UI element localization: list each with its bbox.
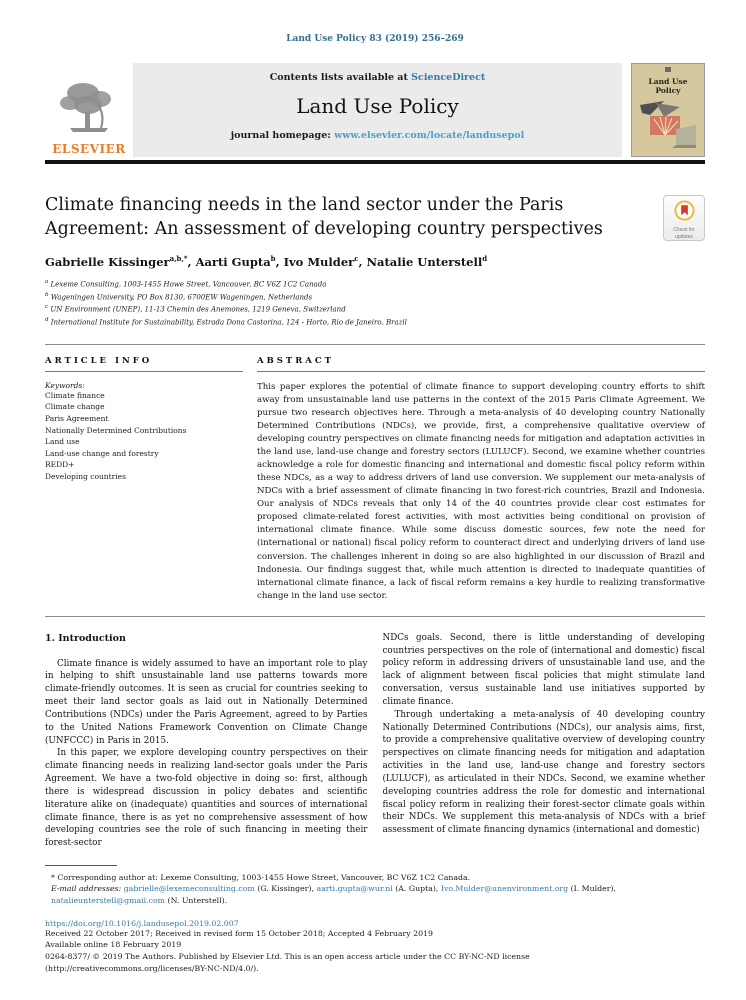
email-link[interactable]: Ivo.Mulder@unenvironment.org	[440, 884, 569, 894]
keyword: REDD+	[45, 460, 75, 470]
footer-block	[45, 865, 705, 974]
keyword: Developing countries	[45, 472, 126, 482]
journal-name: Land Use Policy	[296, 94, 459, 118]
authors-line	[45, 254, 705, 269]
cover-art-image	[638, 101, 698, 153]
journal-homepage-link[interactable]: www.elsevier.com/locate/landusepol	[334, 130, 525, 141]
banner-divider-rule	[45, 160, 705, 164]
article-info-heading: ARTICLE INFO	[45, 355, 153, 366]
contents-line	[133, 72, 622, 83]
elsevier-wordmark: ELSEVIER	[52, 142, 126, 156]
keyword: Climate change	[45, 402, 105, 412]
contents-prefix: Contents lists available at	[269, 72, 408, 83]
abstract-heading: ABSTRACT	[257, 355, 334, 366]
banner-center	[133, 63, 622, 157]
keyword: Land use	[45, 437, 80, 447]
copyright-line: 0264-8377/ © 2019 The Authors. Published by Elsevier Ltd. This is an open access article under the CC BY-NC-ND license	[45, 952, 530, 962]
intro-paragraph: NDCs goals. Second, there is little understanding of developing countries perspectives on the role of (international and domestic) fiscal policy reform in addressing drivers of unsustainable land use, and the lack of alignment between fiscal policies that might stimulate land conversation, versus sustainable land use initiatives supported by climate finance.	[382, 632, 705, 707]
doi-line	[45, 919, 705, 928]
cover-top-mark	[665, 67, 671, 72]
keyword: Nationally Determined Contributions	[45, 425, 187, 435]
license-line: (http://creativecommons.org/licenses/BY-NC-ND/4.0/).	[45, 963, 259, 973]
affiliation: $^a$ Lexeme Consulting, 1003-1455 Howe Street, Vancouver, BC V6Z 1C2 Canada	[45, 279, 327, 289]
email-addresses-line: E-mail addresses: gabrielle@lexemeconsulting.com (G. Kissinger), aarti.gupta@wur.nl (A. Gupta), Ivo.Mulder@unenvironment.org (I. Mulder), natalieunterstell@gmail.com (N. Unterstell).	[51, 884, 617, 906]
article-info-rule	[45, 371, 243, 372]
intro-paragraph: Climate finance is widely assumed to have an important role to play in helping to shift unsustainable land use patterns towards more climate-friendly outcomes. It is seen as crucial for countries seeking to meet their land sector goals as laid out in Nationally Determined Contributions (NDCs) under the Paris Agreement, agreed to by Parties to the United Nations Framework Convention on Climate Change (UNFCCC) in Paris in 2015.	[45, 658, 368, 746]
email-link[interactable]: natalieunterstell@gmail.com	[51, 896, 166, 906]
crossmark-icon	[674, 200, 695, 225]
journal-cover-thumbnail[interactable]	[631, 63, 705, 157]
info-abstract-section	[45, 345, 705, 603]
author: Gabrielle Kissinger$^{a,b,*}$	[45, 254, 188, 270]
elsevier-logo	[45, 63, 133, 157]
affiliation: $^b$ Wageningen University, PO Box 8130, 6700EW Wageningen, Netherlands	[45, 291, 313, 302]
corresponding-author-footnote: * Corresponding author at: Lexeme Consulting, 1003-1455 Howe Street, Vancouver, BC V6Z 1C2 Canada. E-mail addresses: gabrielle@lexemeconsulting.com (G. Kissinger), aarti.gupta@wur.nl (A. Gupta), Ivo.Mulder@unenvironment.org (I. Mulder), natalieunterstell@gmail.com (N. Unterstell).	[45, 872, 705, 907]
email-link[interactable]: aarti.gupta@wur.nl	[316, 884, 393, 894]
keyword: Land-use change and forestry	[45, 448, 159, 458]
keyword: Paris Agreement	[45, 413, 109, 423]
intro-right-column	[383, 632, 706, 850]
elsevier-tree-icon	[56, 79, 122, 141]
abstract-rule	[257, 371, 705, 372]
footnote-rule	[45, 865, 117, 866]
affiliation: $^d$ International Institute for Sustainability, Estrada Dona Castorina, 124 - Horto, Rio de Janeiro, Brazil	[45, 317, 407, 327]
keywords-label: Keywords:	[45, 380, 85, 390]
email-label: E-mail addresses:	[51, 884, 122, 894]
article-info-column	[45, 345, 243, 603]
intro-paragraph: Through undertaking a meta-analysis of 40 developing country Nationally Determined Contributions (NDCs), our analysis aims, first, to provide a comprehensive qualitative overview of developing country perspectives on climate financing needs for mitigation and adaptation activities in the land use, land-use change and forestry sectors (LULUCF), as articulated in their NDCs. Second, we examine whether developing countries address the role for domestic and international fiscal policy reform in realizing their forest-sector climate goals within their NDCs. We supplement this meta-analysis of NDCs with a brief assessment of climate financing dynamics (international and domestic)	[382, 709, 705, 836]
article-title: Climate financing needs in the land sector under the Paris Agreement: An assessment of developing country perspectives	[45, 195, 603, 240]
journal-reference-link[interactable]: Land Use Policy 83 (2019) 256–269	[286, 34, 464, 44]
abstract-bottom-rule	[45, 616, 705, 617]
check-for-updates-label: Check for updates	[673, 227, 695, 240]
intro-paragraph: In this paper, we explore developing country perspectives on their climate financing needs in realizing land-sector goals under the Paris Agreement. We have a two-fold objective in doing so: first, although there is widespread discussion in policy debates and scientific literature alike on (inadequate) quantities and sources of international climate finance, there is as yet no comprehensive assessment of how developing countries see the role of such financing in meeting their forest-sector	[45, 748, 368, 849]
introduction-section	[45, 632, 705, 850]
check-for-updates-badge[interactable]	[663, 195, 705, 241]
abstract-column	[243, 345, 705, 603]
affiliations-list	[45, 278, 705, 329]
sciencedirect-link[interactable]: ScienceDirect	[411, 72, 486, 83]
author: , Ivo Mulder$^c$	[275, 254, 359, 270]
available-online: Available online 18 February 2019	[45, 940, 182, 950]
email-link[interactable]: gabrielle@lexemeconsulting.com	[123, 884, 255, 894]
title-row	[45, 193, 705, 241]
abstract-text: This paper explores the potential of climate finance to support developing country efforts to shift away from unsustainable land use patterns in the context of the 2015 Paris Climate Agreement. We pursue two research objectives here. Through a meta-analysis of 40 developing country Nationally Determined Contributions (NDCs), we provide, first, a comprehensive qualitative overview of developing country perspectives on climate financing needs for mitigation and adaptation activities in the land use, land-use change and forestry sectors (LULUCF). Second, we examine whether countries acknowledge a role for domestic financing and international and domestic fiscal policy reform within these NDCs, as a way to address drivers of land use conversion. We supplement our meta-analysis of NDCs with a brief assessment of climate financing in two forest-rich countries, Brazil and Indonesia. Our analysis of NDCs reveals that only 14 of the 40 countries provide clear cost estimates for proposed climate-related forest activities, with most activities being conditional on provision of international climate finance. While some discuss domestic sources, few note the need for (international or national) fiscal policy reform to counteract direct and underlying drivers of land use conversion. The challenges inherent in doing so are also highlighted in our discussion of Brazil and Indonesia. Our findings suggest that, while much attention is directed to inadequate quantities of international climate finance, a lack of fiscal reform remains a key hurdle to realizing transformative change in the land use sector.	[257, 381, 705, 601]
intro-left-column	[45, 632, 368, 850]
cover-title: Land Use Policy	[648, 77, 688, 95]
keyword: Climate finance	[45, 390, 105, 400]
affiliation: $^c$ UN Environment (UNEP), 11-13 Chemin des Anemones, 1219 Geneva, Switzerland	[45, 304, 346, 314]
introduction-heading: 1. Introduction	[45, 632, 126, 644]
received-dates: Received 22 October 2017; Received in revised form 15 October 2018; Accepted 4 February 2019	[45, 928, 433, 938]
doi-link[interactable]: https://doi.org/10.1016/j.landusepol.2019.02.007	[45, 918, 239, 928]
homepage-prefix: journal homepage:	[230, 130, 331, 141]
journal-banner	[45, 63, 705, 157]
author: , Natalie Unterstell$^d$	[358, 254, 488, 270]
homepage-line	[133, 130, 622, 141]
author: , Aarti Gupta$^b$	[187, 254, 276, 270]
